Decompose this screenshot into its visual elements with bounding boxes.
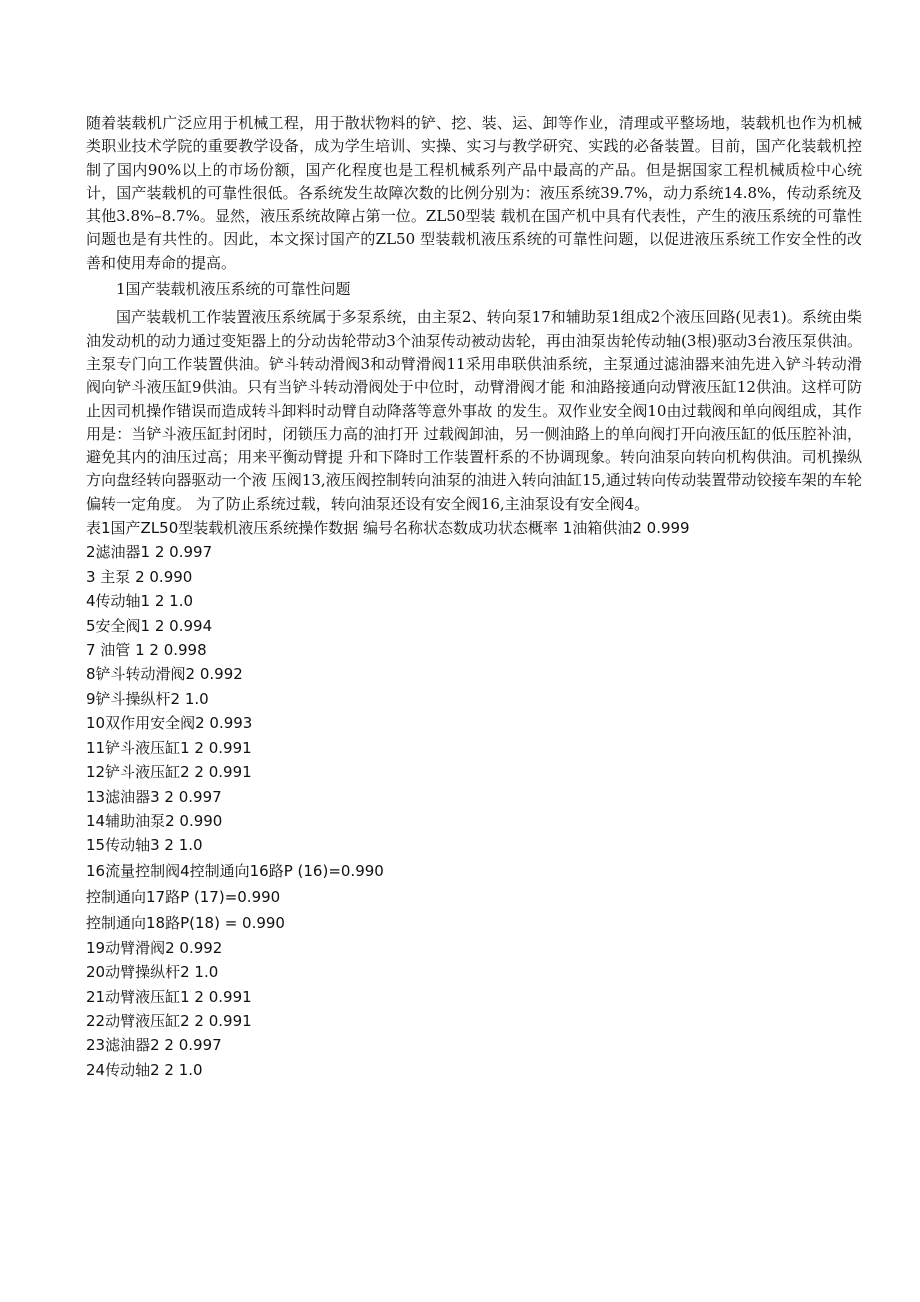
table-row: 13滤油器3 2 0.997 (86, 787, 222, 806)
table-row: 20动臂操纵杆2 1.0 (86, 963, 219, 982)
table-caption: 表1国产ZL50型装载机液压系统操作数据 编号名称状态数成功状态概率 1油箱供油2 0.999 (86, 519, 690, 538)
table-row: 21动臂液压缸1 2 0.991 (86, 987, 252, 1006)
body-paragraph: 国产装载机工作装置液压系统属于多泵系统，由主泵2、转向泵17和辅助泵1组成2个液压回路(见表1)。系统由柴油发动机的动力通过变矩器上的分动齿轮带动3个油泵传动被动齿轮，再由油泵齿轮传动轴(3根)驱动3台液压泵供油。主泵专门向工作装置供油。铲斗转动滑阀3和动臂滑阀11采用串联供油系统，主泵通过滤油器来油先进入铲斗转动滑阀向铲斗液压缸9供油。只有当铲斗转动滑阀处于中位时，动臂滑阀才能 和油路接通向动臂液压缸12供油。这样可防止因司机操作错误而造成转斗卸料时动臂自动降落等意外事故 的发生。双作业安全阀10由过载阀和单向阀组成，其作用是：当铲斗液压缸封闭时，闭锁压力高的油打开 过载阀卸油，另一侧油路上的单向阀打开向液压缸的低压腔补油，避免其内的油压过高；用来平衡动臂提 升和下降时工作装置杆系的不协调现象。转向油泵向转向机构供油。司机操纵方向盘经转向器驱动一个液 压阀13,液压阀控制转向油泵的油进入转向油缸15,通过转向传动装置带动铰接车架的车轮偏转一定角度。 为了防止系统过载，转向油泵还设有安全阀16,主油泵设有安全阀4。 (86, 308, 862, 513)
table-row: 16流量控制阀4控制通向16路P (16)=0.990 (86, 861, 384, 880)
table-row: 5安全阀1 2 0.994 (86, 616, 213, 635)
table-row: 10双作用安全阀2 0.993 (86, 714, 253, 733)
table-row: 11铲斗液压缸1 2 0.991 (86, 738, 252, 757)
table-row: 15传动轴3 2 1.0 (86, 836, 203, 855)
table-row: 3 主泵 2 0.990 (86, 567, 193, 586)
table-row: 控制通向18路P(18) = 0.990 (86, 913, 285, 932)
table-row: 14辅助油泵2 0.990 (86, 811, 223, 830)
table-row: 2滤油器1 2 0.997 (86, 543, 213, 562)
table-row: 9铲斗操纵杆2 1.0 (86, 689, 209, 708)
table-row: 4传动轴1 2 1.0 (86, 592, 194, 611)
table-row: 22动臂液压缸2 2 0.991 (86, 1011, 252, 1030)
table-row: 12铲斗液压缸2 2 0.991 (86, 763, 252, 782)
table-row: 7 油管 1 2 0.998 (86, 641, 207, 660)
table-row: 23滤油器2 2 0.997 (86, 1036, 222, 1055)
table-row: 19动臂滑阀2 0.992 (86, 938, 223, 957)
section-heading: 1国产装载机液压系统的可靠性问题 (116, 280, 351, 299)
table-row: 控制通向17路P (17)=0.990 (86, 887, 281, 906)
document-page (86, 112, 862, 1082)
table-rows (86, 540, 862, 1082)
table-row: 24传动轴2 2 1.0 (86, 1060, 203, 1079)
intro-paragraph: 随着装载机广泛应用于机械工程，用于散状物料的铲、挖、装、运、卸等作业，清理或平整场地，装载机也作为机械类职业技术学院的重要教学设备，成为学生培训、实操、实习与教学研究、实践的必备装置。目前，国产化装载机控制了国内90%以上的市场份额，国产化程度也是工程机械系列产品中最高的产品。但是据国家工程机械质检中心统计，国产装载机的可靠性很低。各系统发生故障次数的比例分别为：液压系统39.7%，动力系统14.8%，传动系统及其他3.8%–8.7%。显然，液压系统故障占第一位。ZL50型装 载机在国产机中具有代表性，产生的液压系统的可靠性问题也是有共性的。因此，本文探讨国产的ZL50 型装载机液压系统的可靠性问题，以促进液压系统工作安全性的改善和使用寿命的提高。 (86, 114, 862, 272)
table-row: 8铲斗转动滑阀2 0.992 (86, 665, 243, 684)
